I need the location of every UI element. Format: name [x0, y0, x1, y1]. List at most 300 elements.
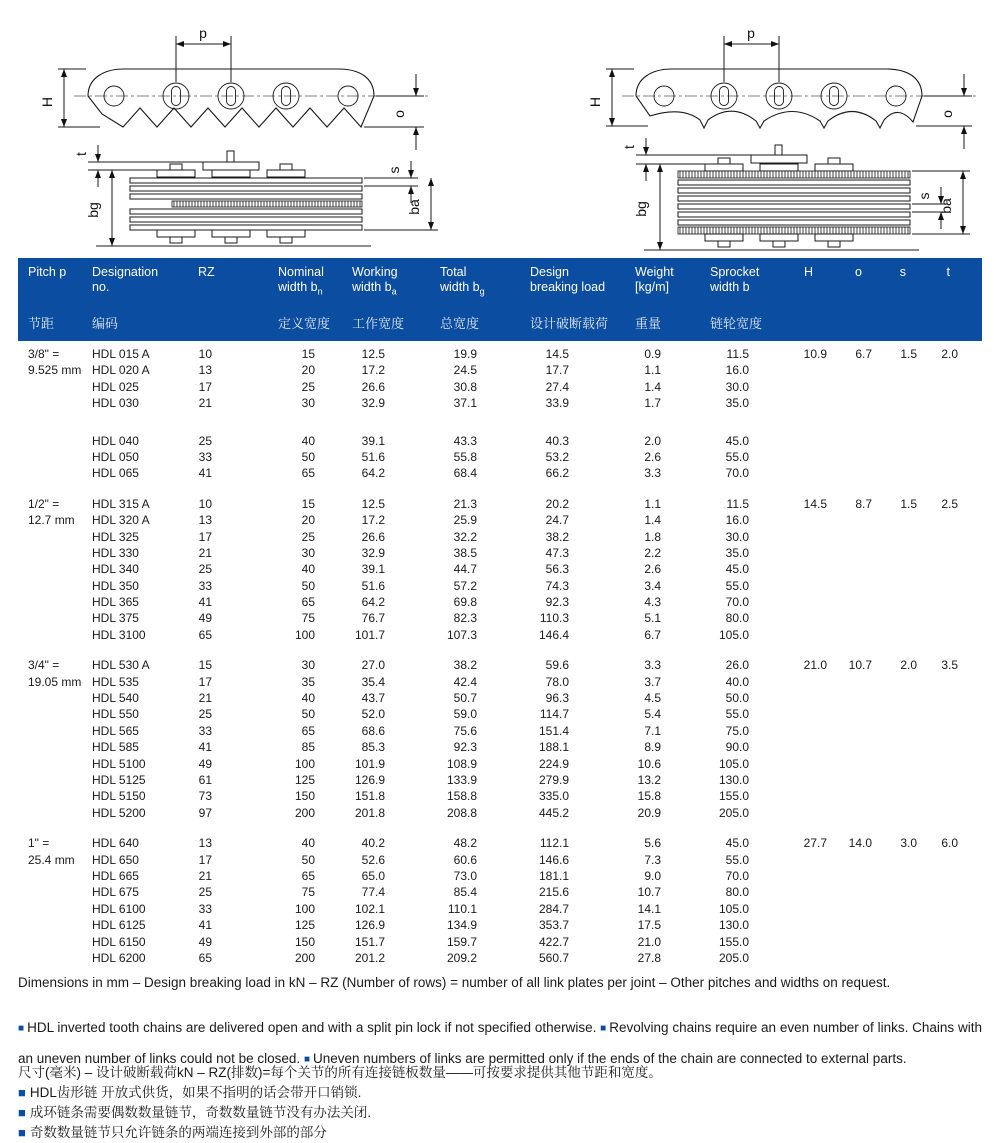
value-cell: 69.8: [453, 595, 477, 610]
value-cell: 65: [301, 466, 315, 481]
table-body: [18, 346, 982, 966]
pitch-value: 1" =: [28, 836, 50, 851]
value-cell: [917, 545, 964, 561]
value-cell: 70.0: [725, 466, 749, 481]
value-cell: 25: [198, 562, 212, 577]
designation-cell: HDL 030: [92, 396, 139, 411]
value-cell: [749, 449, 827, 465]
value-cell: [917, 772, 964, 788]
designation-cell: HDL 6150: [92, 934, 146, 949]
value-cell: [872, 805, 917, 821]
value-cell: [917, 610, 964, 626]
value-cell: 1.1: [644, 496, 661, 511]
value-cell: 37.1: [453, 396, 477, 411]
value-cell: 16.0: [725, 363, 749, 378]
value-cell: 55.0: [725, 578, 749, 593]
value-cell: [917, 706, 964, 722]
value-cell: 33: [198, 578, 212, 593]
value-cell: 41: [198, 466, 212, 481]
designation-cell: HDL 350: [92, 578, 139, 593]
dim-label-H: H: [587, 96, 603, 108]
designation-cell: HDL 020 A: [92, 363, 150, 378]
designation-cell: HDL 065: [92, 466, 139, 481]
value-cell: 100: [294, 901, 315, 916]
section-rows: [92, 835, 964, 966]
value-cell: 65: [198, 950, 212, 965]
value-cell: 2.0: [900, 658, 917, 673]
value-cell: [917, 950, 964, 966]
value-cell: 105.0: [718, 901, 749, 916]
value-cell: 13: [198, 363, 212, 378]
value-cell: [872, 449, 917, 465]
table-section: [18, 496, 982, 644]
designation-cell: HDL 5100: [92, 756, 146, 771]
value-cell: [827, 594, 872, 610]
value-cell: 6.0: [941, 836, 958, 851]
value-cell: [917, 788, 964, 804]
value-cell: 14.0: [848, 836, 872, 851]
value-cell: 76.7: [361, 611, 385, 626]
table-row: [92, 433, 964, 449]
value-cell: [749, 884, 827, 900]
pitch-value: 3/8" =: [28, 347, 60, 361]
value-cell: [872, 884, 917, 900]
value-cell: [749, 868, 827, 884]
value-cell: 215.6: [538, 885, 569, 900]
value-cell: 155.0: [718, 789, 749, 804]
table-row: [92, 529, 964, 545]
designation-cell: HDL 015 A: [92, 347, 150, 361]
value-cell: [827, 545, 872, 561]
value-cell: 33: [198, 449, 212, 464]
value-cell: [872, 756, 917, 772]
value-cell: 39.1: [361, 433, 385, 448]
table-row: [92, 884, 964, 900]
value-cell: 50.7: [453, 691, 477, 706]
designation-cell: HDL 5200: [92, 805, 146, 820]
value-cell: 1.1: [644, 363, 661, 378]
value-cell: 353.7: [538, 918, 569, 933]
value-cell: 1.8: [644, 529, 661, 544]
value-cell: 30.0: [725, 529, 749, 544]
designation-cell: HDL 6100: [92, 901, 146, 916]
value-cell: 32.9: [361, 396, 385, 411]
value-cell: 126.9: [354, 918, 385, 933]
value-cell: 27.4: [545, 379, 569, 394]
value-cell: 130.0: [718, 772, 749, 787]
value-cell: 85.3: [361, 740, 385, 755]
value-cell: 146.4: [538, 627, 569, 642]
dimensions-note: Dimensions in mm – Design breaking load in kN – RZ (Number of rows) = number of all link plates per joint – Other pitches and widths on request.: [18, 975, 891, 990]
chinese-note-line: [18, 1083, 982, 1103]
header-subscript: a: [391, 286, 397, 297]
pitch-mm: 9.525 mm: [28, 363, 82, 378]
value-cell: 155.0: [718, 934, 749, 949]
value-cell: 11.5: [726, 496, 749, 511]
value-cell: 35.4: [361, 674, 385, 689]
table-row: [92, 723, 964, 739]
value-cell: [749, 739, 827, 755]
header-label-zh: 工作宽度: [352, 316, 405, 331]
table-row: [92, 772, 964, 788]
value-cell: 560.7: [538, 950, 569, 965]
value-cell: 38.2: [545, 529, 569, 544]
chinese-notes: [18, 1063, 982, 1143]
value-cell: 12.5: [361, 347, 385, 361]
value-cell: 10.9: [803, 347, 827, 361]
value-cell: 55.0: [725, 707, 749, 722]
header-col-designation: [92, 258, 192, 341]
value-cell: 27.7: [803, 836, 827, 851]
value-cell: [749, 433, 827, 449]
value-cell: [749, 545, 827, 561]
value-cell: 3.0: [900, 836, 917, 851]
designation-cell: HDL 550: [92, 707, 139, 722]
value-cell: 30.8: [453, 379, 477, 394]
dim-label-ba: ba: [938, 198, 954, 214]
value-cell: 25: [301, 529, 315, 544]
value-cell: 133.9: [446, 772, 477, 787]
value-cell: 21: [198, 868, 212, 883]
value-cell: 73.0: [453, 868, 477, 883]
value-cell: 30.0: [725, 379, 749, 394]
value-cell: [917, 395, 964, 411]
dim-label-s: s: [916, 192, 932, 200]
header-col-pitch: [18, 258, 92, 341]
designation-cell: HDL 585: [92, 740, 139, 755]
value-cell: [827, 627, 872, 643]
header-subscript: n: [317, 286, 323, 297]
table-row: [92, 805, 964, 821]
chain-diagram-right: [586, 24, 990, 252]
table-row: [92, 395, 964, 411]
dim-label-t: t: [621, 145, 637, 149]
header-label-en: t: [946, 265, 950, 279]
value-cell: 7.3: [644, 852, 661, 867]
value-cell: 65: [198, 627, 212, 642]
value-cell: 50.0: [725, 691, 749, 706]
value-cell: 25.9: [453, 513, 477, 528]
designation-cell: HDL 6125: [92, 918, 146, 933]
value-cell: [917, 901, 964, 917]
value-cell: [872, 934, 917, 950]
value-cell: 26.6: [361, 529, 385, 544]
value-cell: [917, 756, 964, 772]
value-cell: [827, 362, 872, 378]
value-cell: [872, 529, 917, 545]
value-cell: 75.0: [725, 723, 749, 738]
section-rows: [92, 657, 964, 821]
pitch-value: 1/2" =: [28, 496, 60, 511]
value-cell: 64.2: [361, 466, 385, 481]
value-cell: 181.1: [538, 868, 569, 883]
designation-cell: HDL 675: [92, 885, 139, 900]
spacer-row: [92, 412, 964, 433]
value-cell: [827, 395, 872, 411]
value-cell: 10: [198, 347, 212, 361]
value-cell: [917, 674, 964, 690]
header-col-sprocket-width: [661, 258, 763, 341]
value-cell: 47.3: [545, 545, 569, 560]
value-cell: 40.0: [725, 674, 749, 689]
value-cell: 21.0: [637, 934, 661, 949]
value-cell: 50: [301, 578, 315, 593]
value-cell: 158.8: [446, 789, 477, 804]
value-cell: 279.9: [538, 772, 569, 787]
value-cell: [872, 706, 917, 722]
header-col-rz: [192, 258, 215, 341]
value-cell: [749, 395, 827, 411]
designation-cell: HDL 640: [92, 836, 139, 851]
table-row: [92, 657, 964, 673]
value-cell: 57.2: [453, 578, 477, 593]
chinese-note-line: [18, 1103, 982, 1123]
value-cell: [749, 627, 827, 643]
value-cell: [917, 723, 964, 739]
value-cell: 75.6: [453, 723, 477, 738]
value-cell: 102.1: [354, 901, 385, 916]
dim-label-H: H: [39, 96, 55, 108]
designation-cell: HDL 340: [92, 562, 139, 577]
value-cell: 15.8: [637, 789, 661, 804]
value-cell: [917, 433, 964, 449]
value-cell: 39.1: [361, 562, 385, 577]
value-cell: 284.7: [538, 901, 569, 916]
value-cell: 7.1: [644, 723, 661, 738]
value-cell: 26.6: [361, 379, 385, 394]
value-cell: 150: [294, 934, 315, 949]
value-cell: 30: [301, 658, 315, 673]
table-row: [92, 756, 964, 772]
dim-label-ba: ba: [406, 199, 422, 215]
value-cell: 14.1: [637, 901, 661, 916]
value-cell: [827, 756, 872, 772]
dim-label-o: o: [939, 110, 955, 118]
value-cell: 44.7: [453, 562, 477, 577]
value-cell: [917, 362, 964, 378]
dim-label-o: o: [391, 110, 407, 118]
value-cell: 65: [301, 868, 315, 883]
value-cell: 3.3: [644, 658, 661, 673]
table-row: [92, 578, 964, 594]
value-cell: [827, 529, 872, 545]
value-cell: [917, 739, 964, 755]
value-cell: [827, 610, 872, 626]
bullet-square-icon: ■: [303, 1054, 310, 1065]
value-cell: 5.6: [644, 836, 661, 851]
value-cell: [917, 934, 964, 950]
value-cell: 21: [198, 396, 212, 411]
pitch-cell: [18, 346, 92, 482]
table-row: [92, 788, 964, 804]
value-cell: 64.2: [361, 595, 385, 610]
table-row: [92, 610, 964, 626]
value-cell: [749, 690, 827, 706]
value-cell: 80.0: [725, 885, 749, 900]
header-col-nominal-width: [212, 258, 331, 341]
value-cell: 92.3: [545, 595, 569, 610]
value-cell: 38.2: [453, 658, 477, 673]
value-cell: [749, 788, 827, 804]
designation-cell: HDL 325: [92, 529, 139, 544]
side-view: [39, 25, 428, 150]
value-cell: 27.0: [361, 658, 385, 673]
value-cell: 20: [301, 363, 315, 378]
value-cell: 80.0: [725, 611, 749, 626]
value-cell: 1.7: [644, 396, 661, 411]
value-cell: [827, 788, 872, 804]
value-cell: 40: [301, 691, 315, 706]
value-cell: 53.2: [545, 449, 569, 464]
value-cell: 55.0: [725, 852, 749, 867]
designation-cell: HDL 565: [92, 723, 139, 738]
value-cell: 108.9: [446, 756, 477, 771]
value-cell: [917, 805, 964, 821]
note-text: 奇数数量链节只允许链条的两端连接到外部的部分: [29, 1125, 327, 1140]
value-cell: 17.7: [545, 363, 569, 378]
side-view: [587, 25, 978, 149]
value-cell: 10.7: [848, 658, 872, 673]
value-cell: 65: [301, 723, 315, 738]
table-row: [92, 934, 964, 950]
value-cell: 130.0: [718, 918, 749, 933]
value-cell: 32.9: [361, 545, 385, 560]
designation-cell: HDL 050: [92, 449, 139, 464]
value-cell: 17: [198, 852, 212, 867]
value-cell: 101.7: [354, 627, 385, 642]
value-cell: 100: [294, 756, 315, 771]
value-cell: 41: [198, 740, 212, 755]
value-cell: [749, 772, 827, 788]
table-row: [92, 917, 964, 933]
value-cell: [872, 690, 917, 706]
value-cell: [872, 578, 917, 594]
value-cell: 2.2: [644, 545, 661, 560]
table-header: [18, 258, 982, 341]
value-cell: 19.9: [453, 347, 477, 361]
value-cell: 4.5: [644, 691, 661, 706]
value-cell: [827, 379, 872, 395]
value-cell: 25: [198, 885, 212, 900]
value-cell: [872, 379, 917, 395]
value-cell: 27.8: [637, 950, 661, 965]
value-cell: 21.0: [803, 658, 827, 673]
value-cell: 114.7: [539, 707, 569, 722]
designation-cell: HDL 025: [92, 379, 139, 394]
value-cell: [872, 723, 917, 739]
value-cell: 3.3: [644, 466, 661, 481]
header-col-design-breaking-load: [477, 258, 609, 341]
value-cell: 49: [198, 934, 212, 949]
value-cell: 105.0: [718, 627, 749, 642]
header-label-en: o: [855, 265, 862, 279]
table-row: [92, 545, 964, 561]
value-cell: [827, 433, 872, 449]
value-cell: [917, 627, 964, 643]
value-cell: [749, 561, 827, 577]
pitch-mm: 12.7 mm: [28, 513, 75, 528]
value-cell: [827, 449, 872, 465]
value-cell: [749, 379, 827, 395]
value-cell: 100: [294, 627, 315, 642]
value-cell: 10: [198, 496, 212, 511]
header-label-en: Designation no.: [92, 265, 159, 294]
value-cell: 17: [198, 379, 212, 394]
value-cell: [827, 868, 872, 884]
value-cell: [827, 512, 872, 528]
header-label-zh: 重量: [635, 316, 662, 331]
value-cell: 445.2: [538, 805, 569, 820]
value-cell: 45.0: [725, 562, 749, 577]
designation-cell: HDL 330: [92, 545, 139, 560]
header-col-working-width: [315, 258, 405, 341]
value-cell: 5.1: [644, 611, 661, 626]
value-cell: [749, 512, 827, 528]
value-cell: 40: [301, 562, 315, 577]
value-cell: 40.2: [361, 836, 385, 851]
value-cell: [749, 594, 827, 610]
value-cell: [749, 674, 827, 690]
value-cell: [917, 449, 964, 465]
value-cell: [749, 805, 827, 821]
value-cell: 70.0: [725, 868, 749, 883]
value-cell: [917, 917, 964, 933]
value-cell: 9.0: [644, 868, 661, 883]
value-cell: 65.0: [361, 868, 385, 883]
header-label-zh: 总宽度: [440, 316, 480, 331]
value-cell: 12.5: [361, 496, 385, 511]
value-cell: [749, 756, 827, 772]
value-cell: 20.2: [545, 496, 569, 511]
dim-label-bg: bg: [633, 201, 649, 217]
value-cell: [827, 805, 872, 821]
value-cell: 43.7: [361, 691, 385, 706]
value-cell: [827, 950, 872, 966]
value-cell: 14.5: [545, 347, 569, 361]
value-cell: 1.5: [900, 347, 917, 361]
value-cell: [827, 690, 872, 706]
value-cell: [749, 723, 827, 739]
value-cell: 21: [198, 691, 212, 706]
value-cell: [827, 578, 872, 594]
value-cell: 201.8: [354, 805, 385, 820]
value-cell: 6.7: [855, 347, 872, 361]
value-cell: [872, 674, 917, 690]
value-cell: 41: [198, 918, 212, 933]
value-cell: 13: [198, 513, 212, 528]
value-cell: [872, 362, 917, 378]
value-cell: [872, 868, 917, 884]
value-cell: 50: [301, 707, 315, 722]
bullet-square-icon: ■: [18, 1125, 26, 1140]
section-rows: [92, 346, 964, 482]
value-cell: 10.7: [637, 885, 661, 900]
table-row: [92, 512, 964, 528]
value-cell: [917, 884, 964, 900]
value-cell: [827, 723, 872, 739]
value-cell: 21: [198, 545, 212, 560]
designation-cell: HDL 530 A: [92, 658, 150, 673]
designation-cell: HDL 665: [92, 868, 139, 883]
table-section: [18, 346, 982, 482]
dim-label-t: t: [73, 152, 89, 156]
pitch-mm: 25.4 mm: [28, 852, 75, 867]
value-cell: [917, 578, 964, 594]
dim-label-p: p: [199, 25, 207, 41]
value-cell: 40: [301, 433, 315, 448]
designation-cell: HDL 5125: [92, 772, 146, 787]
value-cell: [917, 690, 964, 706]
